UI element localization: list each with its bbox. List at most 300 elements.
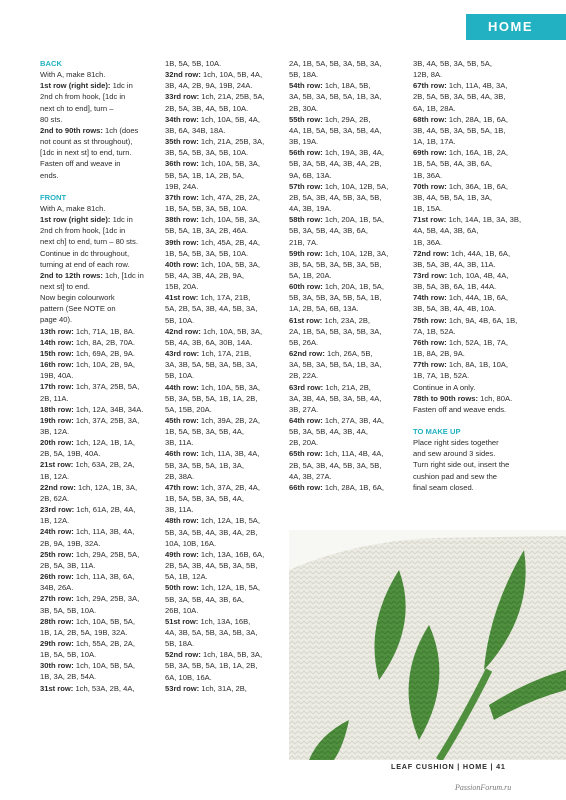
row-label: 57th row: bbox=[289, 181, 323, 191]
pattern-line bbox=[413, 359, 529, 370]
page-footer: LEAF CUSHION | HOME | 41 bbox=[391, 762, 506, 771]
row-label: 1st row (right side): bbox=[40, 81, 111, 91]
line-text: 2B, 11A. bbox=[40, 393, 69, 403]
pattern-line bbox=[413, 114, 529, 125]
pattern-line bbox=[289, 393, 405, 404]
line-text: 1ch, 29A, 25B, 5A, bbox=[73, 549, 140, 559]
pattern-line bbox=[40, 370, 156, 381]
line-text: 1ch, 10A, 5B, 4A, bbox=[200, 70, 263, 80]
pattern-line bbox=[413, 471, 529, 482]
line-text: 1ch, 11A, 4B, 3A, bbox=[446, 81, 508, 91]
row-label: 35th row: bbox=[165, 137, 199, 147]
pattern-line bbox=[289, 158, 405, 169]
line-text: 5B, 10A. bbox=[165, 371, 195, 381]
pattern-line bbox=[40, 292, 156, 303]
line-text: next st] to end. bbox=[40, 281, 90, 291]
pattern-line bbox=[165, 538, 281, 549]
line-text: 5A, 1B, 12A. bbox=[165, 572, 208, 582]
pattern-line bbox=[40, 337, 156, 348]
pattern-line bbox=[165, 214, 281, 225]
pattern-line bbox=[165, 504, 281, 515]
row-label: 36th row: bbox=[165, 159, 199, 169]
pattern-line bbox=[289, 259, 405, 270]
line-text: 3B, 27A. bbox=[289, 404, 319, 414]
line-text: 5B, 3A, 5B, 4A, 3B, 6A, bbox=[289, 226, 368, 236]
line-text: [1dc in next st] to end, turn. bbox=[40, 148, 132, 158]
pattern-line bbox=[289, 58, 405, 69]
line-text: 1ch, 31A, 2B, bbox=[199, 683, 247, 693]
line-text: BACK bbox=[40, 59, 62, 68]
line-text: 1ch, 10A, 4B, 4A, bbox=[447, 270, 509, 280]
line-text: 1ch, 28A, 1B, 6A, bbox=[446, 114, 508, 124]
pattern-line bbox=[165, 571, 281, 582]
line-text: 1B, 8A, 2B, 9A. bbox=[413, 349, 465, 359]
line-text: 1ch, 10A, 5B, 4A, bbox=[198, 114, 260, 124]
row-label: 52nd row: bbox=[165, 650, 201, 660]
pattern-line bbox=[165, 460, 281, 471]
pattern-line bbox=[40, 471, 156, 482]
pattern-line bbox=[40, 69, 156, 80]
pattern-line bbox=[165, 248, 281, 259]
line-text: 1dc in bbox=[110, 81, 133, 91]
row-label: 58th row: bbox=[289, 215, 323, 225]
row-label: 51st row: bbox=[165, 616, 199, 626]
row-label: 78th to 90th rows: bbox=[413, 393, 478, 403]
pattern-line bbox=[413, 158, 529, 169]
pattern-line bbox=[165, 482, 281, 493]
line-text: 4A, 1B, 5A, 5B, 3A, 5B, 4A, bbox=[289, 125, 382, 135]
line-text: 10A, 10B, 16A. bbox=[165, 538, 217, 548]
line-text: next ch] to end, turn – 80 sts. bbox=[40, 237, 138, 247]
pattern-line bbox=[413, 348, 529, 359]
line-text: 1B, 36A. bbox=[413, 237, 443, 247]
row-label: 29th row: bbox=[40, 638, 74, 648]
pattern-line bbox=[40, 605, 156, 616]
pattern-line bbox=[413, 214, 529, 225]
line-text: 5A, 2B, 5A, 3B, 4A, 5B, 3A, bbox=[165, 304, 258, 314]
line-text: 3A, 3B, 4A, 5B, 3A, 5B, 4A, bbox=[289, 393, 382, 403]
row-label: 46th row: bbox=[165, 449, 199, 459]
pattern-line bbox=[40, 437, 156, 448]
pattern-line bbox=[40, 582, 156, 593]
pattern-line bbox=[413, 370, 529, 381]
line-text: 1B, 7A, 1B, 52A. bbox=[413, 371, 470, 381]
pattern-line bbox=[165, 203, 281, 214]
line-text: 1ch, 10A, 5B, 3A, bbox=[198, 215, 260, 225]
pattern-line bbox=[40, 493, 156, 504]
line-text: ends. bbox=[40, 170, 59, 180]
row-label: 53rd row: bbox=[165, 683, 200, 693]
line-text: 1ch, 12A, 34B, 34A. bbox=[73, 404, 144, 414]
pattern-line bbox=[413, 337, 529, 348]
pattern-line bbox=[289, 382, 405, 393]
pattern-line bbox=[40, 538, 156, 549]
line-text: 5B, 3A, 5B, 3A, 5B, 5A, 1B, bbox=[289, 293, 382, 303]
line-text: 1B, 12A. bbox=[40, 471, 70, 481]
line-text: 1ch, 44A, 1B, 6A, bbox=[446, 293, 508, 303]
pattern-line bbox=[40, 627, 156, 638]
line-text: 1ch, 10A, 12B, 3A, bbox=[322, 248, 389, 258]
pattern-line bbox=[165, 80, 281, 91]
row-label: 31st row: bbox=[40, 683, 74, 693]
line-text: Continue in A only. bbox=[413, 382, 476, 392]
line-text: 1A, 1B, 17A. bbox=[413, 137, 456, 147]
line-text: 4A, 3B, 5A, 5B, 3A, 5B, 3A, bbox=[165, 627, 258, 637]
line-text: 6A, 1B, 28A. bbox=[413, 103, 456, 113]
pattern-line bbox=[40, 459, 156, 470]
line-text: 1ch, 28A, 1B, 6A, bbox=[322, 482, 384, 492]
row-label: 50th row: bbox=[165, 583, 199, 593]
pattern-line bbox=[40, 326, 156, 337]
line-text: 4A, 3B, 27A. bbox=[289, 471, 332, 481]
line-text: 1ch, 12A, 1B, 1A, bbox=[73, 438, 135, 448]
line-text: 3A, 5B, 3A, 5B, 5A, 1B, 3A, bbox=[289, 92, 382, 102]
pattern-line bbox=[165, 415, 281, 426]
pattern-line bbox=[289, 448, 405, 459]
line-text: 5B, 5A, 1B, 1A, 2B, 5A, bbox=[165, 170, 244, 180]
row-label: 75th row: bbox=[413, 315, 447, 325]
line-text: 5B, 3A, 5B, 4A, 3B, 4A, 2B, bbox=[289, 159, 382, 169]
section-tab: HOME bbox=[466, 14, 566, 40]
line-text: 1ch, 45A, 2B, 4A, bbox=[198, 237, 260, 247]
row-label: 41st row: bbox=[165, 293, 199, 303]
line-text: 26B, 10A. bbox=[165, 605, 199, 615]
line-text: 1ch, 18A, 5B, 3A, bbox=[200, 650, 263, 660]
line-text: 1ch, 11A, 3B, 4A, bbox=[198, 449, 260, 459]
line-text: 2nd ch from hook, [1dc in bbox=[40, 226, 126, 236]
pattern-line bbox=[289, 270, 405, 281]
pattern-line bbox=[289, 181, 405, 192]
pattern-line bbox=[413, 404, 529, 415]
pattern-line bbox=[413, 125, 529, 136]
line-text: 1ch, 37A, 25B, 5A, bbox=[73, 382, 140, 392]
row-label: 66th row: bbox=[289, 482, 323, 492]
line-text: 1B, 5A, 5B, 10A. bbox=[165, 59, 222, 68]
pattern-line bbox=[165, 404, 281, 415]
line-text: not count as st throughout), bbox=[40, 137, 133, 147]
line-text: 3B, 11A. bbox=[165, 438, 194, 448]
pattern-line bbox=[40, 393, 156, 404]
line-text: final seam closed. bbox=[413, 482, 474, 492]
line-text: 1ch, 10A, 5B, 5A, bbox=[73, 661, 135, 671]
pattern-line bbox=[289, 170, 405, 181]
line-text: 7A, 1B, 52A. bbox=[413, 326, 456, 336]
line-text: 1ch, 19A, 3B, 4A, bbox=[322, 148, 384, 158]
pattern-line bbox=[40, 649, 156, 660]
pattern-line bbox=[289, 281, 405, 292]
pattern-line bbox=[413, 259, 529, 270]
pattern-line bbox=[289, 114, 405, 125]
pattern-line bbox=[165, 616, 281, 627]
line-text: 2B, 62A. bbox=[40, 493, 70, 503]
pattern-line bbox=[40, 593, 156, 604]
row-label: 55th row: bbox=[289, 114, 323, 124]
pattern-line bbox=[165, 683, 281, 694]
line-text: 5A, 15B, 20A. bbox=[165, 404, 212, 414]
row-label: 38th row: bbox=[165, 215, 199, 225]
row-label: 65th row: bbox=[289, 449, 323, 459]
pattern-line bbox=[40, 158, 156, 169]
line-text: 1ch, 14A, 1B, 3A, 3B, bbox=[446, 215, 522, 225]
line-text: Continue in dc throughout, bbox=[40, 248, 130, 258]
row-label: 21st row: bbox=[40, 460, 74, 470]
pattern-line bbox=[165, 359, 281, 370]
pattern-line bbox=[165, 382, 281, 393]
line-text: 12B, 8A. bbox=[413, 70, 443, 80]
pattern-line bbox=[289, 69, 405, 80]
line-text: and sew around 3 sides. bbox=[413, 449, 496, 459]
pattern-line bbox=[413, 181, 529, 192]
line-text: 2B, 38A. bbox=[165, 471, 195, 481]
row-label: 2nd to 12th rows: bbox=[40, 270, 103, 280]
pattern-line bbox=[165, 437, 281, 448]
line-text: With A, make 81ch. bbox=[40, 203, 106, 213]
pattern-line bbox=[165, 515, 281, 526]
line-text: 1ch, 12A, 1B, 5A, bbox=[198, 583, 260, 593]
line-text: 5B, 3A, 5B, 4A, 3B, 6A, bbox=[165, 594, 244, 604]
pattern-line bbox=[413, 170, 529, 181]
line-text: 2B, 20A. bbox=[289, 438, 319, 448]
line-text: 6A, 10B, 16A. bbox=[165, 672, 212, 682]
pattern-line bbox=[165, 125, 281, 136]
line-text: 1ch, 12A, 1B, 5A, bbox=[198, 516, 260, 526]
line-text: 5B, 26A. bbox=[289, 337, 319, 347]
row-label: 18th row: bbox=[40, 404, 74, 414]
pattern-line bbox=[40, 236, 156, 247]
pattern-line bbox=[289, 426, 405, 437]
line-text: 1ch, 8A, 2B, 70A. bbox=[73, 337, 135, 347]
row-label: 26th row: bbox=[40, 572, 74, 582]
line-text: 5B, 10A. bbox=[165, 315, 195, 325]
pattern-line bbox=[40, 404, 156, 415]
row-label: 34th row: bbox=[165, 114, 199, 124]
pattern-line bbox=[413, 58, 529, 69]
line-text: 1ch, 21A, 2B, bbox=[323, 382, 371, 392]
pattern-line bbox=[289, 136, 405, 147]
pattern-line bbox=[40, 281, 156, 292]
pattern-line bbox=[165, 672, 281, 683]
line-text: 1dc in bbox=[110, 215, 133, 225]
line-text: TO MAKE UP bbox=[413, 427, 461, 436]
line-text: 1ch (does bbox=[102, 125, 139, 135]
line-text: 3B, 4A, 5B, 3A, 5B, 5A, bbox=[413, 59, 492, 68]
pattern-line bbox=[289, 91, 405, 102]
pattern-line bbox=[413, 225, 529, 236]
line-text: 5B, 4A, 3B, 4A, 2B, 9A, bbox=[165, 270, 244, 280]
line-text: 1B, 5A, 5B, 3A, 5B, 4A, bbox=[165, 427, 244, 437]
pattern-line bbox=[165, 170, 281, 181]
pattern-line bbox=[289, 248, 405, 259]
pattern-line bbox=[289, 471, 405, 482]
line-text: 3B, 12A. bbox=[40, 427, 70, 436]
row-label: 74th row: bbox=[413, 293, 447, 303]
row-label: 24th row: bbox=[40, 527, 74, 537]
pattern-line bbox=[40, 170, 156, 181]
column-4 bbox=[413, 58, 529, 493]
line-text: 1ch, 53A, 2B, 4A, bbox=[73, 683, 135, 693]
line-text: 3B, 5A, 3B, 4A, 4B, 10A. bbox=[413, 304, 497, 314]
line-text: 2nd ch from hook, [1dc in bbox=[40, 92, 126, 102]
row-label: 17th row: bbox=[40, 382, 74, 392]
line-text: 3B, 6A, 34B, 18A. bbox=[165, 125, 226, 135]
line-text: 5B, 18A. bbox=[165, 639, 195, 649]
line-text: 1ch, 11A, 3B, 6A, bbox=[73, 572, 135, 582]
pattern-line bbox=[40, 303, 156, 314]
line-text: next ch to end], turn – bbox=[40, 103, 114, 113]
line-text: 1ch, 44A, 1B, 6A, bbox=[448, 248, 511, 258]
line-text: 2B, 9A, 19B, 32A. bbox=[40, 538, 101, 548]
section-heading bbox=[40, 192, 156, 203]
line-text: 1ch, 10A, 5B, 3A, bbox=[198, 382, 260, 392]
pattern-line bbox=[413, 248, 529, 259]
pattern-line bbox=[40, 91, 156, 102]
pattern-line bbox=[413, 382, 529, 393]
line-text: 2B, 5A, 3B, 4A, 5B, 3A, 5B, bbox=[165, 561, 258, 571]
pattern-line bbox=[165, 147, 281, 158]
pattern-line bbox=[165, 281, 281, 292]
pattern-line bbox=[165, 549, 281, 560]
pattern-line bbox=[40, 348, 156, 359]
pattern-line bbox=[289, 125, 405, 136]
line-text: 2B, 22A. bbox=[289, 371, 319, 381]
pattern-line bbox=[413, 147, 529, 158]
line-text: 1ch, 10A, 12B, 5A, bbox=[322, 181, 389, 191]
row-label: 71st row: bbox=[413, 215, 447, 225]
pattern-line bbox=[413, 69, 529, 80]
line-text: 2B, 5A, 3B, 4A, 5B, 3A, 5B, bbox=[289, 460, 382, 470]
line-text: 1B, 1A, 2B, 5A, 19B, 32A. bbox=[40, 627, 128, 637]
line-text: 1ch, 69A, 2B, 9A. bbox=[73, 348, 135, 358]
line-text: 1A, 2B, 5A, 6B, 13A. bbox=[289, 304, 359, 314]
pattern-line bbox=[40, 136, 156, 147]
line-text: 3A, 3B, 5A, 5B, 3A, 5B, 3A, bbox=[165, 360, 258, 370]
line-text: cushion pad and sew the bbox=[413, 471, 498, 481]
line-text: 2A, 1B, 5A, 5B, 3A, 5B, 3A, bbox=[289, 326, 382, 336]
row-label: 16th row: bbox=[40, 360, 74, 370]
section-heading bbox=[413, 426, 529, 437]
pattern-line bbox=[40, 415, 156, 426]
pattern-line bbox=[165, 58, 281, 69]
pattern-line bbox=[165, 426, 281, 437]
pattern-line bbox=[40, 638, 156, 649]
line-text: 1ch, 20A, 1B, 5A, bbox=[322, 215, 384, 225]
pattern-line bbox=[289, 348, 405, 359]
line-text: Fasten off and weave ends. bbox=[413, 404, 507, 414]
line-text: 5B, 3A, 5B, 5A, 1B, 1A, 2B, bbox=[165, 661, 258, 671]
pattern-line bbox=[40, 381, 156, 392]
row-label: 37th row: bbox=[165, 192, 199, 202]
pattern-line bbox=[413, 192, 529, 203]
row-label: 47th row: bbox=[165, 482, 199, 492]
pattern-line bbox=[413, 237, 529, 248]
row-label: 40th row: bbox=[165, 259, 199, 269]
row-label: 32nd row: bbox=[165, 70, 201, 80]
pattern-line bbox=[40, 248, 156, 259]
pattern-line bbox=[289, 326, 405, 337]
line-text: 1B, 5A, 5B, 3A, 5B, 4A, bbox=[165, 494, 244, 504]
pattern-line bbox=[289, 237, 405, 248]
row-label: 42nd row: bbox=[165, 326, 201, 336]
line-text: 9A, 6B, 13A. bbox=[289, 170, 332, 180]
pattern-line bbox=[165, 638, 281, 649]
line-text: 3A, 5B, 3A, 5B, 5A, 1B, 3A, bbox=[289, 360, 382, 370]
pattern-line bbox=[289, 460, 405, 471]
pattern-line bbox=[165, 192, 281, 203]
column-2 bbox=[165, 58, 281, 694]
line-text: 3B, 5A, 5B, 3A, 5B, 3A, 5B, bbox=[289, 259, 382, 269]
pattern-line bbox=[40, 683, 156, 694]
line-text: 1ch, 10A, 5B, 3A, bbox=[200, 326, 263, 336]
pattern-line bbox=[40, 426, 156, 437]
pattern-line bbox=[289, 437, 405, 448]
line-text: 1ch, 10A, 5B, 3A, bbox=[198, 259, 260, 269]
row-label: 25th row: bbox=[40, 549, 74, 559]
pattern-line bbox=[165, 370, 281, 381]
row-label: 69th row: bbox=[413, 148, 447, 158]
line-text: 1ch, 71A, 1B, 8A. bbox=[73, 326, 135, 336]
line-text: 5B, 4A, 3B, 6A, 30B, 14A. bbox=[165, 337, 253, 347]
pattern-line bbox=[413, 103, 529, 114]
pattern-line bbox=[165, 471, 281, 482]
line-text: turning at end of each row. bbox=[40, 259, 130, 269]
line-text: 1ch, 55A, 2B, 2A, bbox=[73, 638, 135, 648]
line-text: 3B, 5A, 5B, 10A. bbox=[40, 605, 97, 615]
pattern-line bbox=[40, 125, 156, 136]
line-text: FRONT bbox=[40, 192, 67, 202]
line-text: 1B, 36A. bbox=[413, 170, 443, 180]
row-label: 70th row: bbox=[413, 181, 447, 191]
line-text: 1ch, 21A, 25B, 3A, bbox=[198, 137, 265, 147]
line-text: 1ch, 18A, 5B, bbox=[322, 81, 371, 91]
row-label: 14th row: bbox=[40, 337, 74, 347]
row-label: 59th row: bbox=[289, 248, 323, 258]
pattern-line bbox=[165, 493, 281, 504]
pattern-line bbox=[165, 649, 281, 660]
row-label: 20th row: bbox=[40, 438, 74, 448]
pattern-line bbox=[40, 560, 156, 571]
pattern-line bbox=[165, 136, 281, 147]
pattern-line bbox=[413, 292, 529, 303]
row-label: 15th row: bbox=[40, 348, 74, 358]
line-text: 34B, 26A. bbox=[40, 583, 74, 593]
line-text: 1ch, 9A, 4B, 6A, 1B, bbox=[446, 315, 518, 325]
line-text: 1ch, 13A, 16B, bbox=[198, 616, 251, 626]
pattern-line bbox=[40, 225, 156, 236]
pattern-line bbox=[165, 292, 281, 303]
line-text: 1ch, 16A, 1B, 2A, bbox=[446, 148, 508, 158]
pattern-line bbox=[40, 448, 156, 459]
line-text: 1ch, 10A, 2B, 9A, bbox=[73, 360, 135, 370]
line-text: 1ch, 17A, 21B, bbox=[198, 293, 251, 303]
line-text: 1ch, 11A, 3B, 4A, bbox=[73, 527, 135, 537]
line-text: 15B, 20A. bbox=[165, 282, 199, 292]
pattern-line bbox=[289, 292, 405, 303]
line-text: 2B, 5A, 3B, 4A, 5B, 3A, 5B, bbox=[289, 192, 382, 202]
row-label: 77th row: bbox=[413, 360, 447, 370]
leaf-cushion-photo bbox=[289, 530, 566, 760]
line-text: 1ch, [1dc in bbox=[102, 270, 144, 280]
pattern-line bbox=[40, 515, 156, 526]
line-text: 3B, 4A, 5B, 3A, 5B, 5A, 1B, bbox=[413, 125, 506, 135]
pattern-line bbox=[40, 504, 156, 515]
pattern-line bbox=[413, 270, 529, 281]
line-text: 1B, 5A, 5B, 3A, 5B, 10A. bbox=[165, 248, 249, 258]
pattern-line bbox=[40, 103, 156, 114]
watermark: PassionForum.ru bbox=[455, 783, 512, 792]
pattern-line bbox=[40, 203, 156, 214]
pattern-line bbox=[413, 326, 529, 337]
pattern-line bbox=[165, 181, 281, 192]
